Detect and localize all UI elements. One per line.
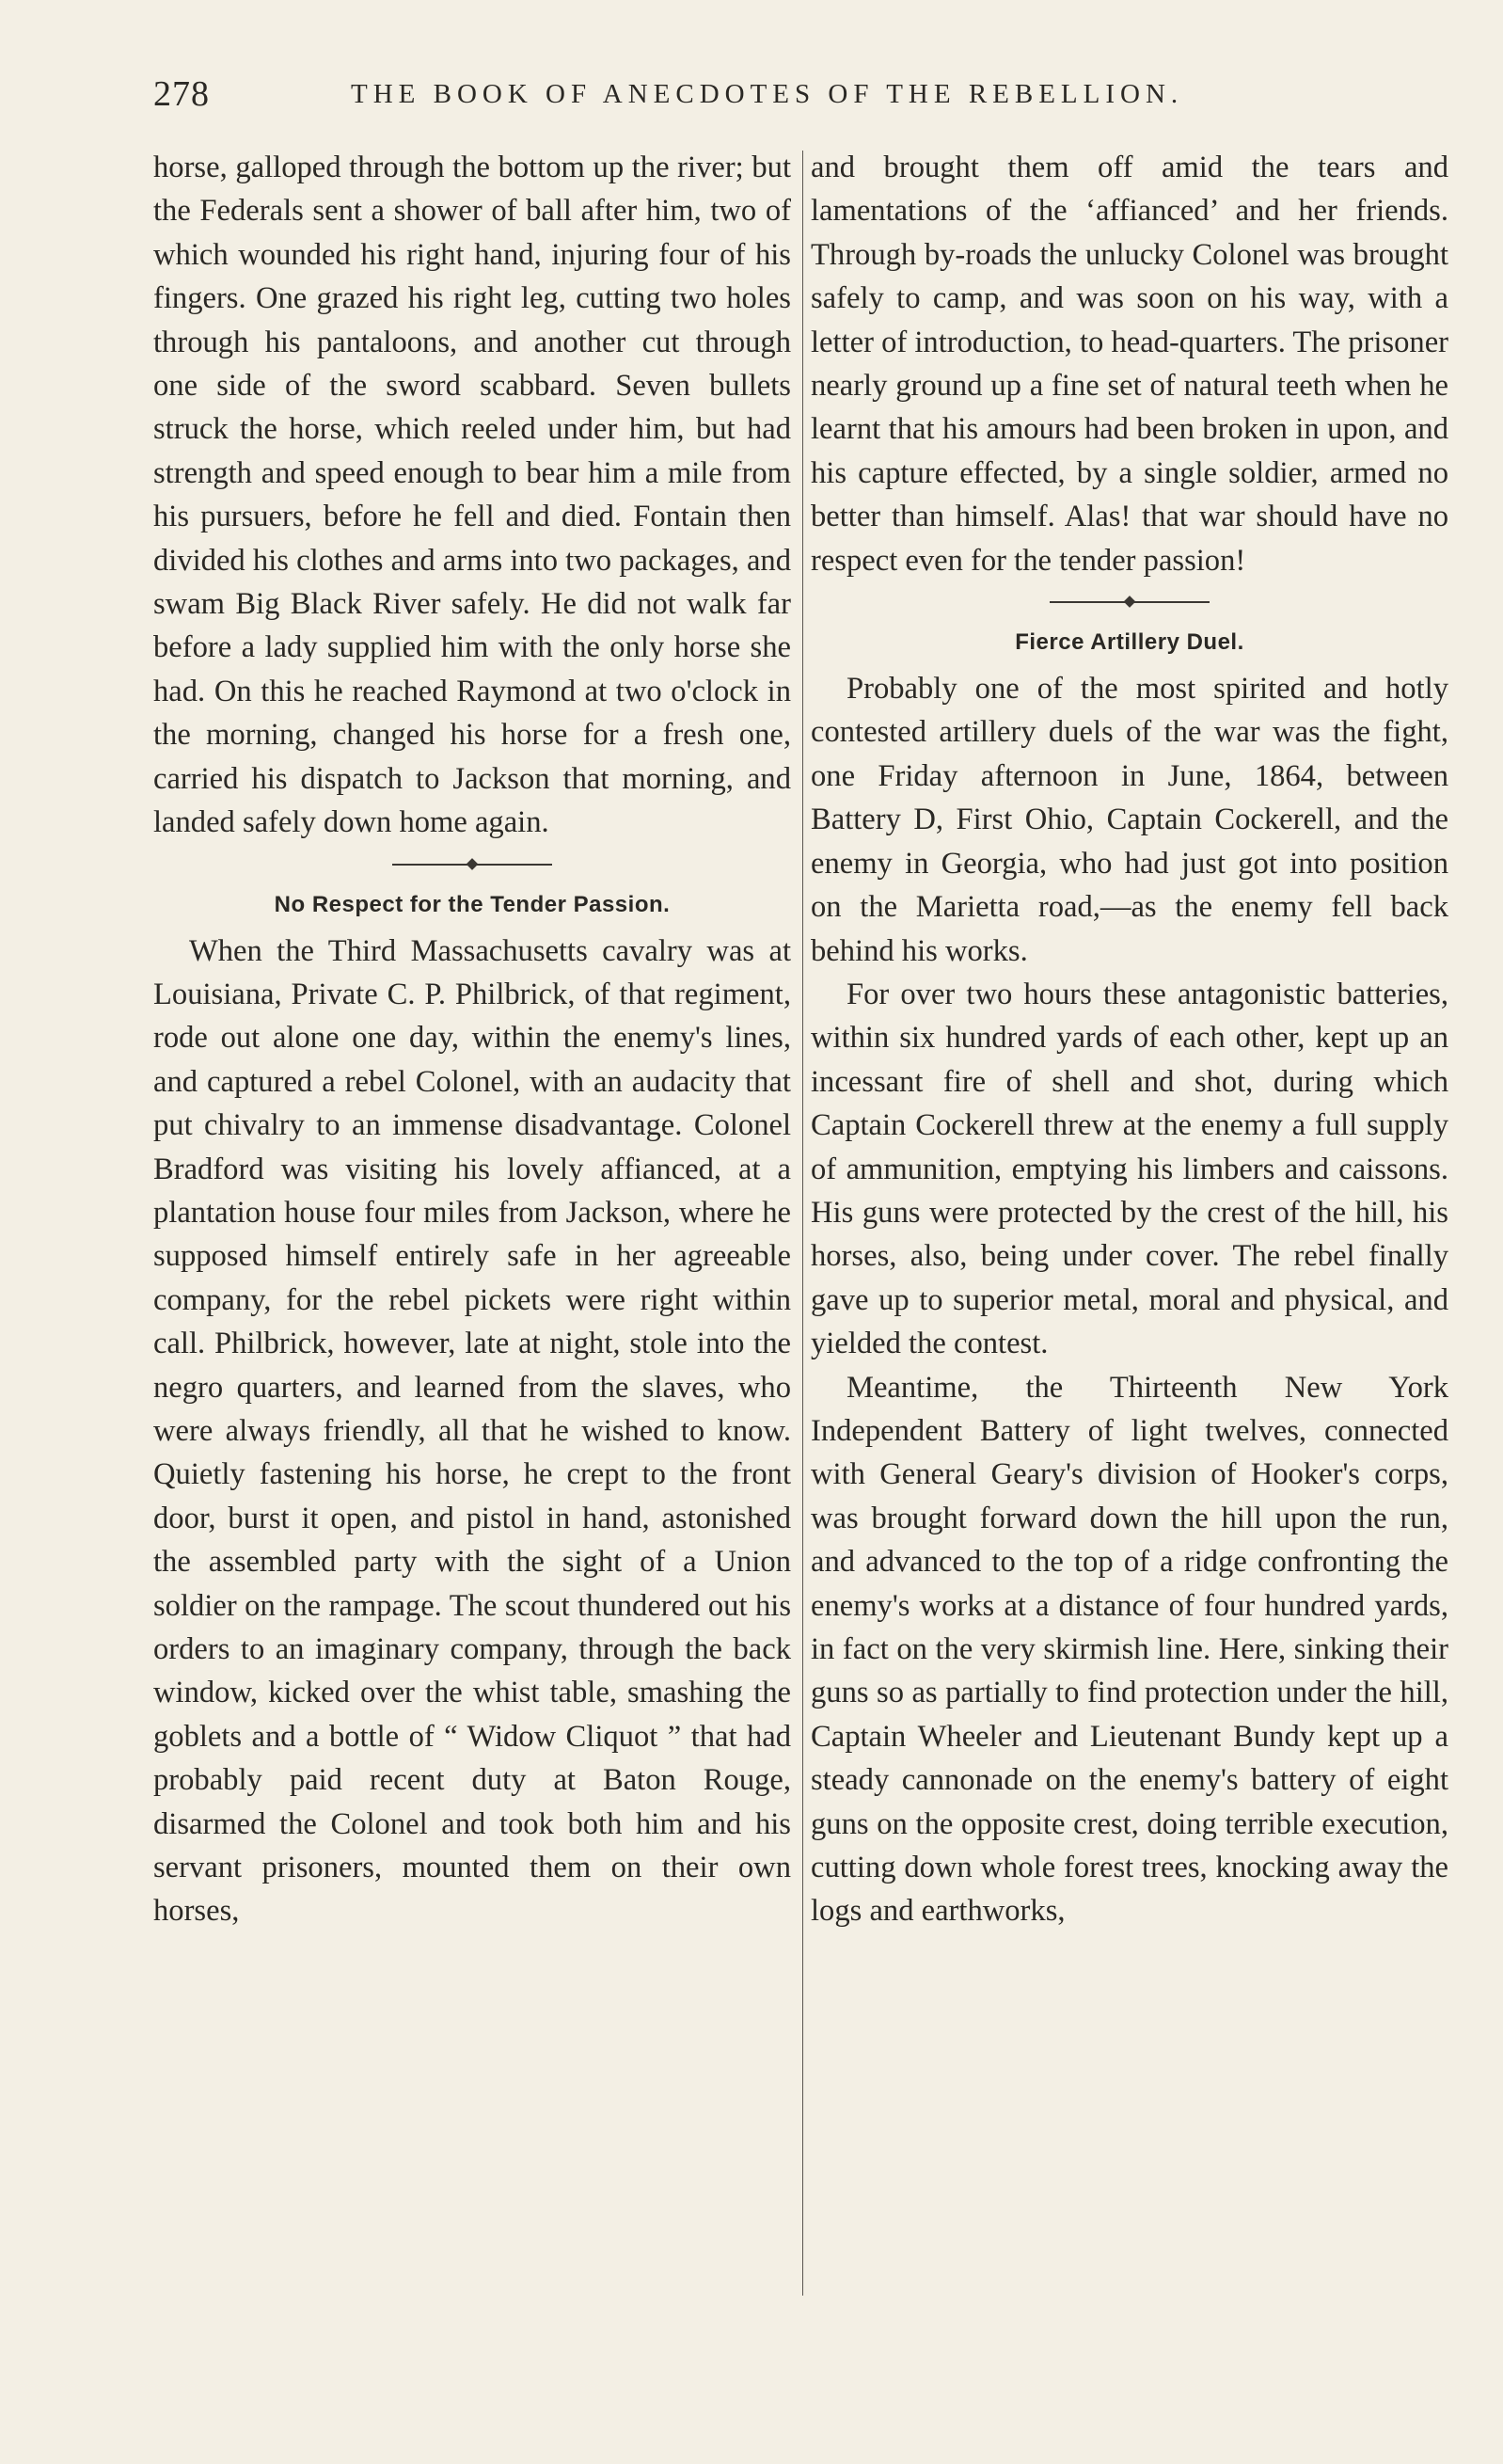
paragraph: Probably one of the most spirited and hotly contested artillery duels of the war was the fight, one Friday afternoon in June, 1864, between Battery D, First Ohio, Captain Cockerell, and the enemy in Georgia, who had just got into position on the Marietta road,—as the enemy fell back behind his works. [811,672,1448,968]
paragraph: Meantime, the Thirteenth New York Independent Battery of light twelves, connected with General Geary's division of Hooker's corps, was brought forward down the hill upon the run, and advanced to the top of a ridge confronting the enemy's works at a distance of four hundred yards, in fact on the very skirmish line. Here, sinking their guns so as partially to find protection under the hill, Captain Wheeler and Lieutenant Bundy kept up a steady cannonade on the enemy's battery of eight guns on the opposite crest, doing terrible execution, cutting down whole forest trees, knocking away the logs and earthworks, [811,1370,1448,1929]
column-rule [802,151,803,2296]
page-header [153,73,1451,120]
page-number: 278 [153,74,210,114]
paragraph: When the Third Massachusetts cavalry was at Louisiana, Private C. P. Philbrick, of that regiment, rode out alone one day, within the enemy's lines, and captured a rebel Colonel, with an audacity that put chivalry to an immense disadvantage. Colonel Bradford was visiting his lovely affianced, at a plantation house four miles from Jackson, where he supposed himself entirely safe in her agreeable company, for the rebel pickets were right within call. Philbrick, however, late at night, stole into the negro quarters, and learned from the slaves, who were always friendly, all that he wished to know. Quietly fastening his horse, he crept to the front door, burst it open, and pistol in hand, astonished the assembled party with the sight of a Union soldier on the rampage. The scout thundered out his orders to an imaginary company, through the back window, kicked over the whist table, smashing the goblets and a bottle of “ Widow Cliquot ” that had probably paid recent duty at Baton Rouge, disarmed the Colonel and took both him and his servant prisoners, mounted them on their own horses, [153,933,791,1929]
paragraph-continuation: horse, galloped through the bottom up the river; but the Federals sent a shower of ball after him, two of which wounded his right hand, injuring four of his fingers. One grazed his right leg, cutting two holes through his pantaloons, and another cut through one side of the sword scabbard. Seven bullets struck the horse, which reeled under him, but had strength and speed enough to bear him a mile from his pursuers, before he fell and died. Fontain then divided his clothes and arms into two packages, and swam Big Black River safely. He did not walk far before a lady supplied him with the only horse she had. On this he reached Raymond at two o'clock in the morning, changed his horse for a fresh one, carried his dispatch to Jackson that morning, and landed safely down home again. [153,151,791,840]
paragraph: For over two hours these antagonistic batteries, within six hundred yards of each other, kept up an incessant fire of shell and shot, during which Captain Cockerell threw at the enemy a full supply of ammunition, emptying his limbers and caissons. His guns were protected by the crest of the hill, his horses, also, being under cover. The rebel finally gave up to superior metal, moral and physical, and yielded the contest. [811,977,1448,1361]
section-heading-tender-passion: No Respect for the Tender Passion. [274,891,671,917]
right-column [811,146,1448,1933]
left-column [153,146,791,1933]
paragraph-continuation: and brought them off amid the tears and lamentations of the ‘affianced’ and her friends. Through by-roads the unlucky Colonel was brought safely to camp, and was soon on his way, with a letter of introduction, to head-quarters. The prisoner nearly ground up a fine set of natural teeth when he learnt that his amours had been broken in upon, and his capture effected, by a single soldier, armed no better than himself. Alas! that war should have no respect even for the tender passion! [811,151,1448,578]
section-heading-artillery-duel: Fierce Artillery Duel. [1015,629,1244,656]
section-divider [392,864,552,866]
running-title: THE BOOK OF ANECDOTES OF THE REBELLION. [351,79,1184,109]
section-divider [1050,601,1210,603]
